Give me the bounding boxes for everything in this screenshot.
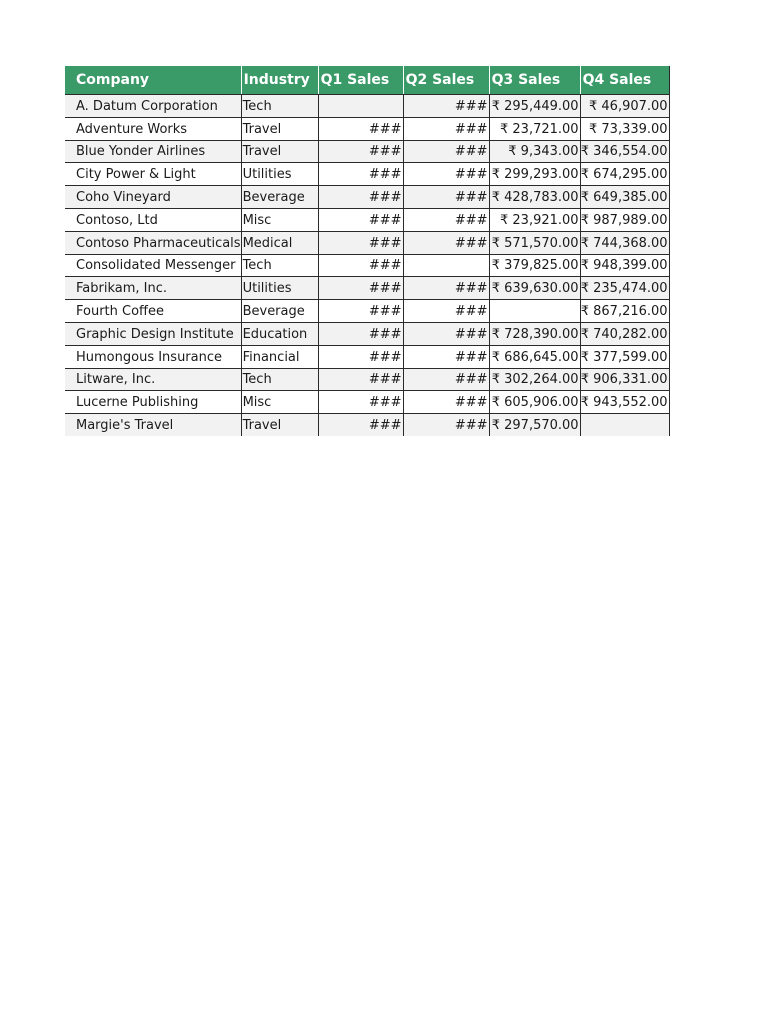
cell-industry[interactable]: Beverage xyxy=(241,300,318,323)
cell-q2-sales[interactable]: ### xyxy=(403,231,489,254)
table-row xyxy=(65,391,669,414)
cell-q2-sales[interactable]: ### xyxy=(403,208,489,231)
cell-q1-sales[interactable]: ### xyxy=(318,277,403,300)
cell-company[interactable]: Fourth Coffee xyxy=(65,300,241,323)
column-header-industry[interactable]: Industry xyxy=(241,66,318,95)
cell-q2-sales[interactable]: ### xyxy=(403,117,489,140)
cell-q2-sales[interactable]: ### xyxy=(403,414,489,437)
cell-q1-sales[interactable]: ### xyxy=(318,322,403,345)
table-row xyxy=(65,140,669,163)
cell-industry[interactable]: Financial xyxy=(241,345,318,368)
cell-industry[interactable]: Travel xyxy=(241,117,318,140)
cell-q3-sales[interactable]: ₹ 9,343.00 xyxy=(489,140,580,163)
cell-q1-sales[interactable]: ### xyxy=(318,208,403,231)
cell-q2-sales[interactable]: ### xyxy=(403,186,489,209)
table-row xyxy=(65,186,669,209)
cell-q4-sales[interactable]: ₹ 948,399.00 xyxy=(580,254,669,277)
cell-q4-sales[interactable]: ₹ 235,474.00 xyxy=(580,277,669,300)
cell-q2-sales[interactable]: ### xyxy=(403,95,489,118)
cell-q1-sales[interactable]: ### xyxy=(318,368,403,391)
cell-q2-sales[interactable]: ### xyxy=(403,322,489,345)
cell-industry[interactable]: Tech xyxy=(241,368,318,391)
cell-company[interactable]: Blue Yonder Airlines xyxy=(65,140,241,163)
cell-company[interactable]: Lucerne Publishing xyxy=(65,391,241,414)
sales-table xyxy=(65,66,670,436)
table-row xyxy=(65,322,669,345)
cell-company[interactable]: Adventure Works xyxy=(65,117,241,140)
column-header-q4-sales[interactable]: Q4 Sales xyxy=(580,66,669,95)
table-row xyxy=(65,277,669,300)
cell-industry[interactable]: Tech xyxy=(241,254,318,277)
column-header-q3-sales[interactable]: Q3 Sales xyxy=(489,66,580,95)
cell-industry[interactable]: Utilities xyxy=(241,163,318,186)
column-header-company[interactable]: Company xyxy=(65,66,241,95)
cell-q4-sales[interactable]: ₹ 906,331.00 xyxy=(580,368,669,391)
cell-industry[interactable]: Travel xyxy=(241,414,318,437)
table-row xyxy=(65,163,669,186)
header-row xyxy=(65,66,669,95)
cell-q4-sales[interactable]: ₹ 346,554.00 xyxy=(580,140,669,163)
cell-q3-sales[interactable]: ₹ 571,570.00 xyxy=(489,231,580,254)
cell-q2-sales[interactable]: ### xyxy=(403,140,489,163)
cell-q4-sales[interactable]: ₹ 943,552.00 xyxy=(580,391,669,414)
cell-company[interactable]: Humongous Insurance xyxy=(65,345,241,368)
cell-industry[interactable]: Beverage xyxy=(241,186,318,209)
cell-q4-sales[interactable]: ₹ 674,295.00 xyxy=(580,163,669,186)
cell-company[interactable]: Consolidated Messenger xyxy=(65,254,241,277)
cell-q3-sales[interactable]: ₹ 299,293.00 xyxy=(489,163,580,186)
cell-q2-sales[interactable] xyxy=(403,254,489,277)
cell-industry[interactable]: Misc xyxy=(241,208,318,231)
table-row xyxy=(65,95,669,118)
cell-q2-sales[interactable]: ### xyxy=(403,391,489,414)
table-row xyxy=(65,414,669,437)
cell-q3-sales[interactable]: ₹ 302,264.00 xyxy=(489,368,580,391)
table-row xyxy=(65,368,669,391)
cell-q3-sales[interactable]: ₹ 297,570.00 xyxy=(489,414,580,437)
cell-q4-sales[interactable]: ₹ 377,599.00 xyxy=(580,345,669,368)
cell-company[interactable]: Margie's Travel xyxy=(65,414,241,437)
cell-q1-sales[interactable]: ### xyxy=(318,231,403,254)
cell-industry[interactable]: Utilities xyxy=(241,277,318,300)
cell-q3-sales[interactable]: ₹ 23,921.00 xyxy=(489,208,580,231)
cell-q4-sales[interactable]: ₹ 740,282.00 xyxy=(580,322,669,345)
cell-company[interactable]: Litware, Inc. xyxy=(65,368,241,391)
cell-company[interactable]: Graphic Design Institute xyxy=(65,322,241,345)
cell-q1-sales[interactable]: ### xyxy=(318,140,403,163)
cell-company[interactable]: A. Datum Corporation xyxy=(65,95,241,118)
cell-q1-sales[interactable]: ### xyxy=(318,414,403,437)
cell-q3-sales[interactable]: ₹ 23,721.00 xyxy=(489,117,580,140)
table-body xyxy=(65,95,669,437)
cell-q4-sales[interactable]: ₹ 744,368.00 xyxy=(580,231,669,254)
cell-q4-sales[interactable]: ₹ 987,989.00 xyxy=(580,208,669,231)
cell-q3-sales[interactable] xyxy=(489,300,580,323)
cell-q1-sales[interactable]: ### xyxy=(318,186,403,209)
cell-q4-sales[interactable]: ₹ 73,339.00 xyxy=(580,117,669,140)
table-row xyxy=(65,117,669,140)
cell-q3-sales[interactable]: ₹ 428,783.00 xyxy=(489,186,580,209)
cell-q1-sales[interactable] xyxy=(318,95,403,118)
cell-industry[interactable]: Travel xyxy=(241,140,318,163)
table-row xyxy=(65,231,669,254)
cell-q4-sales[interactable]: ₹ 46,907.00 xyxy=(580,95,669,118)
cell-q2-sales[interactable]: ### xyxy=(403,277,489,300)
column-header-q2-sales[interactable]: Q2 Sales xyxy=(403,66,489,95)
cell-q2-sales[interactable]: ### xyxy=(403,368,489,391)
cell-q1-sales[interactable]: ### xyxy=(318,163,403,186)
table-row xyxy=(65,208,669,231)
cell-q1-sales[interactable]: ### xyxy=(318,117,403,140)
cell-company[interactable]: City Power & Light xyxy=(65,163,241,186)
cell-q2-sales[interactable]: ### xyxy=(403,163,489,186)
cell-q4-sales[interactable] xyxy=(580,414,669,437)
cell-q3-sales[interactable]: ₹ 639,630.00 xyxy=(489,277,580,300)
cell-q3-sales[interactable]: ₹ 686,645.00 xyxy=(489,345,580,368)
cell-q2-sales[interactable]: ### xyxy=(403,345,489,368)
cell-q4-sales[interactable]: ₹ 649,385.00 xyxy=(580,186,669,209)
cell-q4-sales[interactable]: ₹ 867,216.00 xyxy=(580,300,669,323)
cell-industry[interactable]: Misc xyxy=(241,391,318,414)
table-row xyxy=(65,300,669,323)
cell-q3-sales[interactable]: ₹ 728,390.00 xyxy=(489,322,580,345)
column-header-q1-sales[interactable]: Q1 Sales xyxy=(318,66,403,95)
cell-q1-sales[interactable]: ### xyxy=(318,391,403,414)
cell-q2-sales[interactable]: ### xyxy=(403,300,489,323)
cell-industry[interactable]: Tech xyxy=(241,95,318,118)
cell-industry[interactable]: Education xyxy=(241,322,318,345)
cell-company[interactable]: Contoso, Ltd xyxy=(65,208,241,231)
cell-q1-sales[interactable]: ### xyxy=(318,300,403,323)
cell-q1-sales[interactable]: ### xyxy=(318,254,403,277)
cell-q1-sales[interactable]: ### xyxy=(318,345,403,368)
cell-industry[interactable]: Medical xyxy=(241,231,318,254)
cell-q3-sales[interactable]: ₹ 295,449.00 xyxy=(489,95,580,118)
table-row xyxy=(65,345,669,368)
cell-company[interactable]: Fabrikam, Inc. xyxy=(65,277,241,300)
cell-q3-sales[interactable]: ₹ 605,906.00 xyxy=(489,391,580,414)
cell-q3-sales[interactable]: ₹ 379,825.00 xyxy=(489,254,580,277)
cell-company[interactable]: Coho Vineyard xyxy=(65,186,241,209)
table-row xyxy=(65,254,669,277)
cell-company[interactable]: Contoso Pharmaceuticals xyxy=(65,231,241,254)
